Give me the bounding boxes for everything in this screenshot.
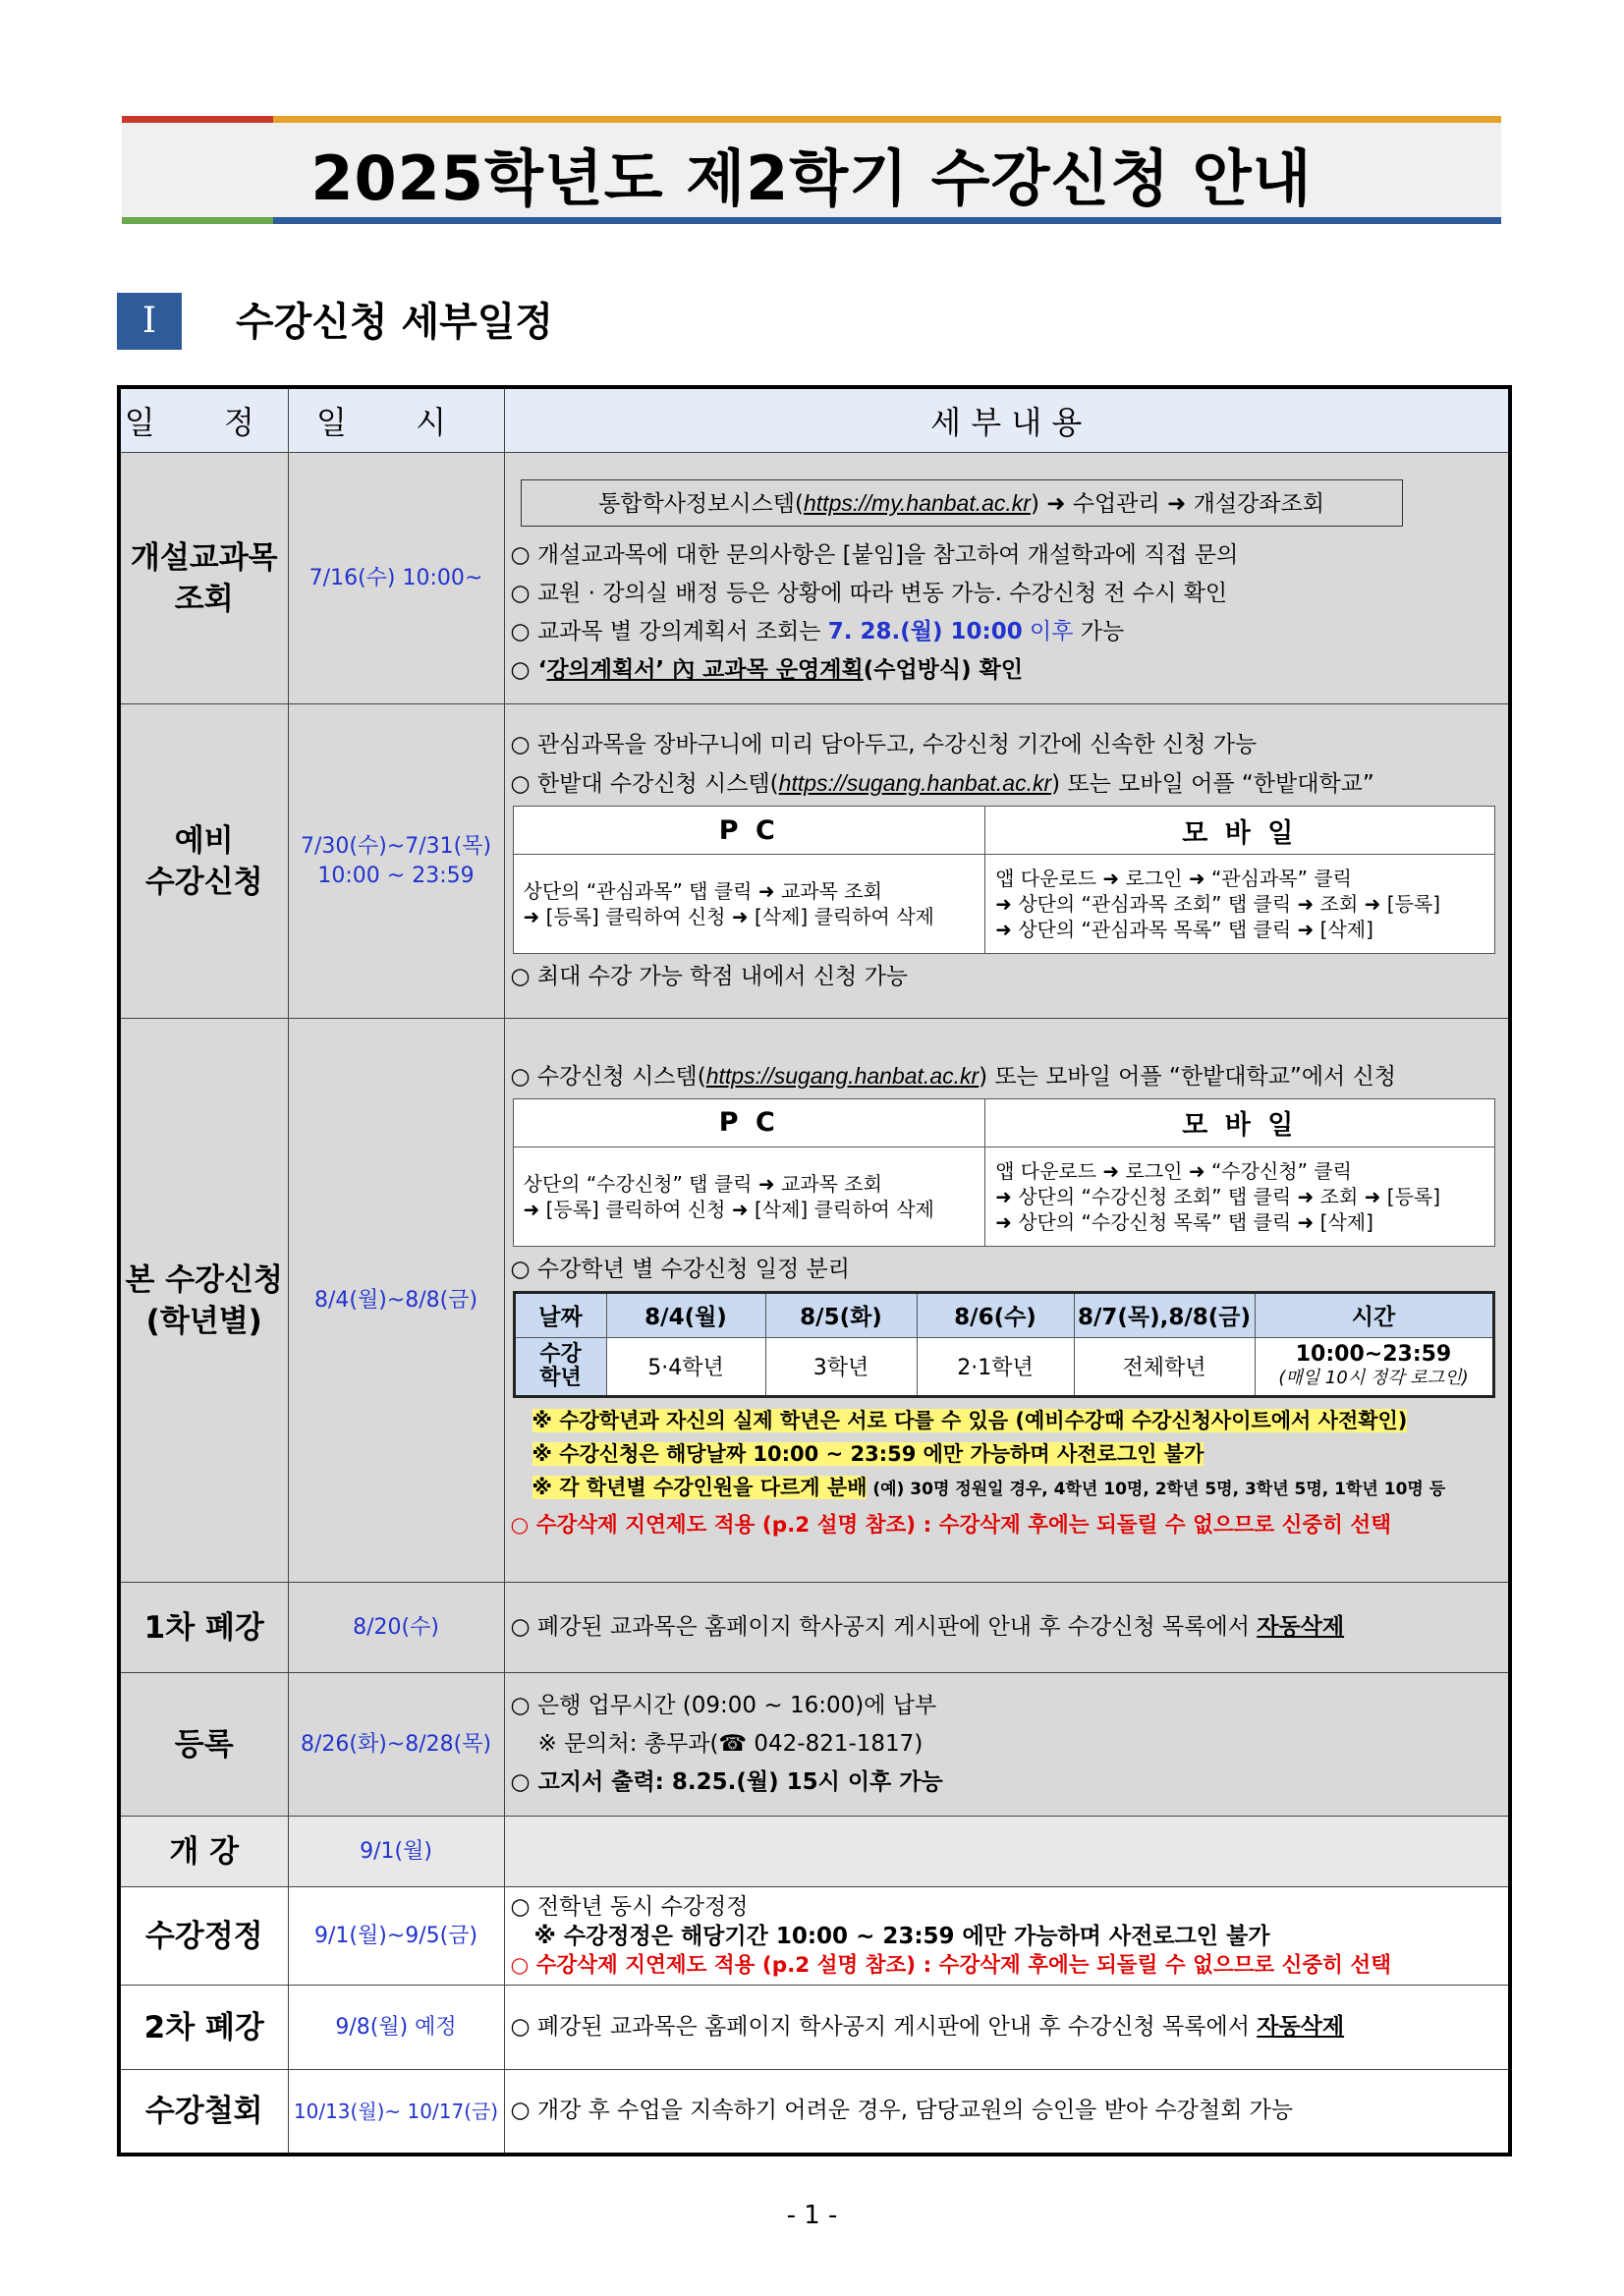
mobile-instructions: 앱 다운로드 ➜ 로그인 ➜ “관심과목” 클릭 ➜ 상단의 “관심과목 조회” 탭 클릭 ➜ 조회 ➜ [등록] ➜ 상단의 “관심과목 목록” 탭 클릭 ➜ [삭제] [985,855,1494,954]
list-item: ○ 고지서 출력: 8.25.(월) 15시 이후 가능 [510,1769,943,1795]
sugang-link[interactable]: https://sugang.hanbat.ac.kr [705,1062,980,1089]
row-date: 8/20(수) [288,1583,504,1673]
grade-header: 8/4(월) [606,1292,765,1337]
row-name: 2차 폐강 [119,1986,288,2070]
title-top-bar [122,116,1501,123]
row-date: 7/16(수) 10:00~ [288,453,504,704]
list-item: ○ 관심과목을 장바구니에 미리 담아두고, 수강신청 기간에 신속한 신청 가능 [510,732,1258,757]
sugang-link[interactable]: https://sugang.hanbat.ac.kr [778,770,1052,796]
list-item: ○ 한밭대 수강신청 시스템(https://sugang.hanbat.ac.kr) 또는 모바일 어플 “한밭대학교” [510,770,1374,797]
row-name: 개 강 [119,1817,288,1887]
header-details: 세 부 내 용 [504,387,1510,453]
page-number: - 1 - [786,2201,838,2230]
row-adjustment [119,1887,1510,1986]
grade-time-cell: 10:00~23:59 (매일 10시 정각 로그인) [1255,1337,1493,1396]
pc-mobile-table [513,1098,1495,1247]
note-3: ※ 각 학년별 수강인원을 다르게 분배 (예) 30명 정원일 경우, 4학년 10명, 2학년 5명, 3학년 5명, 1학년 10명 등 [532,1475,1446,1499]
grade-cell: 2·1학년 [917,1337,1074,1396]
grade-header: 시간 [1255,1292,1493,1337]
row-details [504,704,1510,1019]
note-1: ※ 수강학년과 자신의 실제 학년은 서로 다를 수 있음 (예비수강때 수강신청사이트에서 사전확인) [532,1408,1408,1432]
row-name: 본 수강신청 (학년별) [119,1019,288,1583]
list-item: ○ 개강 후 수업을 지속하기 어려운 경우, 담당교원의 승인을 받아 수강철회 가능 [510,2098,1294,2124]
grade-schedule-table [513,1291,1495,1398]
row-name: 개설교과목 조회 [119,453,288,704]
row-name: 1차 폐강 [119,1583,288,1673]
list-item: ○ ‘강의계획서’ 內 교과목 운영계획(수업방식) 확인 [510,656,1024,683]
list-item: ○ 최대 수강 가능 학점 내에서 신청 가능 [510,964,909,989]
row-name: 등록 [119,1673,288,1817]
row-details [504,1817,1510,1887]
portal-link[interactable]: https://my.hanbat.ac.kr [804,489,1031,516]
row-date: 8/4(월)~8/8(금) [288,1019,504,1583]
row-details [504,1986,1510,2070]
list-item: ○ 교과목 별 강의계획서 조회는 7. 28.(월) 10:00 이후 가능 [510,618,1125,644]
list-item: ○ 은행 업무시간 (09:00 ~ 16:00)에 납부 [510,1693,937,1718]
row-details [504,1583,1510,1673]
header-schedule: 일 정 [119,387,288,453]
row-date: 8/26(화)~8/28(목) [288,1673,504,1817]
note-2: ※ 수강신청은 해당날짜 10:00 ~ 23:59 에만 가능하며 사전로그인 불가 [532,1441,1204,1466]
row-details [504,453,1510,704]
row-pre-registration [119,704,1510,1019]
row-date: 10/13(월)~ 10/17(금) [288,2070,504,2155]
grade-cell: 전체학년 [1074,1337,1255,1396]
pc-instructions: 상단의 “수강신청” 탭 클릭 ➜ 교과목 조회 ➜ [등록] 클릭하여 신청 ➜ [삭제] 클릭하여 삭제 [513,1147,985,1246]
grade-cell: 3학년 [765,1337,917,1396]
document-title: 2025학년도 제2학기 수강신청 안내 [310,142,1313,214]
row-course-lookup [119,453,1510,704]
table-header-row [119,387,1510,453]
row-withdrawal [119,2070,1510,2155]
section-number-badge: Ⅰ [117,293,182,350]
contact-note: ※ 문의처: 총무과(☎ 042-821-1817) [537,1731,924,1757]
list-item: ○ 수강신청 시스템(https://sugang.hanbat.ac.kr) 또는 모바일 어플 “한밭대학교”에서 신청 [510,1062,1397,1090]
pc-instructions: 상단의 “관심과목” 탭 클릭 ➜ 교과목 조회 ➜ [등록] 클릭하여 신청 ➜ [삭제] 클릭하여 삭제 [513,855,985,954]
list-item: ○ 폐강된 교과목은 홈페이지 학사공지 게시판에 안내 후 수강신청 목록에서 자동삭제 [510,2014,1345,2040]
row-date: 9/1(월) [288,1817,504,1887]
section-title: 수강신청 세부일정 [236,300,554,345]
grade-header: 날짜 [514,1292,606,1337]
row-name: 수강정정 [119,1887,288,1986]
pc-header: P C [513,1098,985,1147]
title-banner [122,116,1501,224]
grade-row-label: 수강 학년 [514,1337,606,1396]
row-class-start [119,1817,1510,1887]
row-details [504,1887,1510,1986]
grade-header: 8/6(수) [917,1292,1074,1337]
warning-text: ○ 수강삭제 지연제도 적용 (p.2 설명 참조) : 수강삭제 후에는 되돌릴 수 없으므로 신중히 선택 [510,1512,1391,1538]
row-first-cancel [119,1583,1510,1673]
grade-header: 8/5(화) [765,1292,917,1337]
list-item: ○ 교원 · 강의실 배정 등은 상황에 따라 변동 가능. 수강신청 전 수시 확인 [510,580,1228,606]
row-main-registration [119,1019,1510,1583]
schedule-table [117,385,1512,2156]
list-item: ○ 전학년 동시 수강정정 [510,1893,749,1920]
row-details [504,1673,1510,1817]
pc-header: P C [513,807,985,855]
mobile-instructions: 앱 다운로드 ➜ 로그인 ➜ “수강신청” 클릭 ➜ 상단의 “수강신청 조회” 탭 클릭 ➜ 조회 ➜ [등록] ➜ 상단의 “수강신청 목록” 탭 클릭 ➜ [삭제] [985,1147,1494,1246]
menu-path-box: 통합학사정보시스템(https://my.hanbat.ac.kr) ➜ 수업관리 ➜ 개설강좌조회 [521,479,1403,527]
row-payment [119,1673,1510,1817]
mobile-header: 모 바 일 [985,1098,1494,1147]
grade-cell: 5·4학년 [606,1337,765,1396]
row-date: 9/1(월)~9/5(금) [288,1887,504,1986]
row-date: 9/8(월) 예정 [288,1986,504,2070]
warning-text: ○ 수강삭제 지연제도 적용 (p.2 설명 참조) : 수강삭제 후에는 되돌릴 수 없으므로 신중히 선택 [510,1952,1391,1978]
row-name: 예비 수강신청 [119,704,288,1019]
row-second-cancel [119,1986,1510,2070]
row-details [504,2070,1510,2155]
grade-header: 8/7(목),8/8(금) [1074,1292,1255,1337]
title-bottom-bar [122,217,1501,224]
pc-mobile-table [513,806,1495,954]
header-datetime: 일 시 [288,387,504,453]
mobile-header: 모 바 일 [985,807,1494,855]
list-item: ○ 수강학년 별 수강신청 일정 분리 [510,1256,850,1282]
list-item: ○ 개설교과목에 대한 문의사항은 [붙임]을 참고하여 개설학과에 직접 문의 [510,541,1239,568]
list-item: ○ 폐강된 교과목은 홈페이지 학사공지 게시판에 안내 후 수강신청 목록에서 자동삭제 [510,1614,1345,1640]
list-item: ※ 수강정정은 해당기간 10:00 ~ 23:59 에만 가능하며 사전로그인 불가 [533,1923,1270,1949]
row-name: 수강철회 [119,2070,288,2155]
row-date: 7/30(수)~7/31(목) 10:00 ~ 23:59 [288,704,504,1019]
row-details [504,1019,1510,1583]
